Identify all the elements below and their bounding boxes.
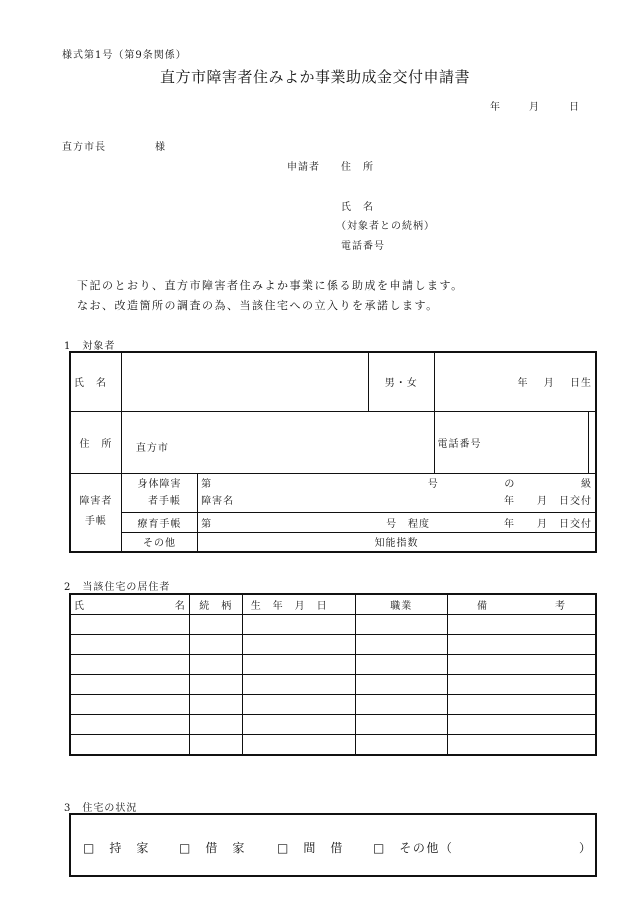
table-row[interactable] xyxy=(70,655,596,675)
table-row[interactable] xyxy=(70,695,596,715)
table-row[interactable] xyxy=(70,675,596,695)
birthdate-cell[interactable]: 年 月 日生 xyxy=(434,352,596,411)
subject-table xyxy=(69,351,597,553)
table-row[interactable] xyxy=(70,615,596,635)
applicant-name-label[interactable]: 氏 名 xyxy=(341,202,374,213)
form-number: 様式第1号（第9条関係） xyxy=(62,50,187,61)
applicant-phone-label[interactable]: 電話番号 xyxy=(341,241,385,252)
phone-label-cell: 電話番号 xyxy=(434,411,588,473)
rehab-book-label: 療育手帳 xyxy=(121,512,197,532)
date-month[interactable]: 月 xyxy=(529,102,540,113)
statement-line-1: 下記のとおり、直方市障害者住みよか事業に係る助成を申請します。 xyxy=(77,279,464,292)
address-input-cell[interactable]: 直方市 xyxy=(121,411,434,473)
handicap-book-label: 障害者 手帳 xyxy=(70,473,121,552)
col-name-header: 氏 名 xyxy=(70,594,189,615)
col-note-header: 備 考 xyxy=(448,594,597,615)
section-2-heading: 2 当該住宅の居住者 xyxy=(64,582,171,593)
section-3-heading: 3 住宅の状況 xyxy=(64,803,138,814)
iq-cell[interactable]: 知能指数 xyxy=(198,532,596,552)
page-title: 直方市障害者住みよか事業助成金交付申請書 xyxy=(159,68,470,86)
housing-status-box xyxy=(69,813,597,877)
date-day[interactable]: 日 xyxy=(569,102,580,113)
date-year[interactable]: 年 xyxy=(490,102,501,113)
address-label-cell: 住 所 xyxy=(70,411,121,473)
applicant-address-label[interactable]: 住 所 xyxy=(341,162,374,173)
rented-room-option[interactable]: □ 間 借 xyxy=(277,841,344,855)
physical-book-label: 身体障害 者手帳 xyxy=(121,473,197,512)
table-row[interactable] xyxy=(70,635,596,655)
name-label-cell: 氏 名 xyxy=(70,352,121,411)
addressee: 直方市長 xyxy=(62,142,106,153)
gender-cell[interactable]: 男・女 xyxy=(369,352,435,411)
other-housing-checkbox[interactable]: □ xyxy=(373,841,386,855)
section-1-heading: 1 対象者 xyxy=(64,341,116,352)
residents-table xyxy=(69,593,597,756)
applicant-relation-label[interactable]: （対象者との続柄） xyxy=(336,221,435,232)
phone-input-cell[interactable] xyxy=(589,411,597,473)
own-house-checkbox[interactable]: □ xyxy=(83,841,96,855)
other-close-paren: ） xyxy=(579,841,593,855)
table-row[interactable] xyxy=(70,735,596,756)
applicant-label: 申請者 xyxy=(287,162,320,173)
addressee-honorific: 様 xyxy=(155,142,166,153)
statement-line-2: なお、改造箇所の調査の為、当該住宅への立入りを承諾します。 xyxy=(77,299,439,312)
physical-book-details[interactable]: 第 号 の 級 障害名 年 月 日交付 xyxy=(198,473,596,512)
name-input-cell[interactable] xyxy=(121,352,368,411)
col-birth-header: 生 年 月 日 xyxy=(242,594,355,615)
rehab-book-details[interactable]: 第 号 程度 年 月 日交付 xyxy=(198,512,596,532)
other-label: その他 xyxy=(121,532,197,552)
residents-header-row xyxy=(70,594,596,615)
rented-house-checkbox[interactable]: □ xyxy=(179,841,192,855)
other-housing-option[interactable]: □ その他（ xyxy=(373,841,454,855)
table-row[interactable] xyxy=(70,715,596,735)
rented-house-option[interactable]: □ 借 家 xyxy=(179,841,246,855)
col-relation-header: 続 柄 xyxy=(189,594,242,615)
own-house-option[interactable]: □ 持 家 xyxy=(83,841,150,855)
col-job-header: 職業 xyxy=(355,594,448,615)
rented-room-checkbox[interactable]: □ xyxy=(277,841,290,855)
